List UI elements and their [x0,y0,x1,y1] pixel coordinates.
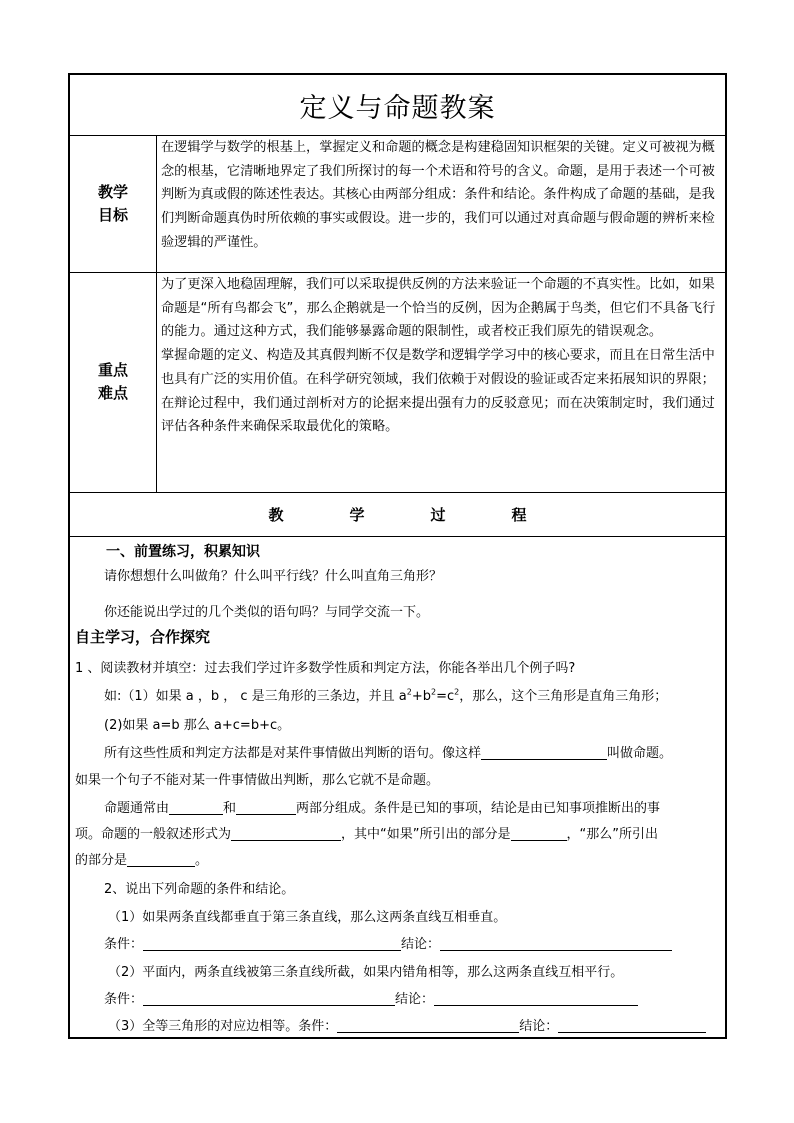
example-1-part: ，那么，这个三角形是直角三角形； [459,689,668,704]
process-title [235,504,559,525]
process-title-char: 学 [349,505,365,524]
conclusion-blank-3[interactable] [558,1018,706,1033]
key-points-content [161,273,721,439]
objectives-label-cell [70,135,157,272]
paragraph-b-text: ，其中“如果”所引出的部分是 [341,827,511,842]
condition-label: 条件： [104,937,144,952]
blank-if-part[interactable] [511,826,567,841]
example-1 [104,685,667,704]
condition-blank-2[interactable] [143,991,395,1006]
question-1: 请你想想什么叫做角？什么叫平行线？什么叫直角三角形？ [104,569,443,584]
paragraph-b-text: 。 [195,853,209,868]
blank-command-definition[interactable] [481,745,607,760]
conclusion-label: 结论： [401,937,441,952]
paragraph-b-line-3 [75,849,208,868]
paragraph-b-text: 命题通常由 [104,801,170,816]
objectives-content [161,136,721,255]
paragraph-b-text: 项。命题的一般叙述形式为 [75,827,232,842]
blank-part-2[interactable] [236,800,296,815]
conclusion-label: 结论： [519,1019,559,1034]
key-points-row [70,272,725,493]
process-title-char: 程 [511,505,527,524]
example-1-part: +b [411,689,432,704]
conclusion-blank-1[interactable] [440,936,672,951]
paragraph-a-line-2: 如果一个句子不能对某一件事情做出判断，那么它就不是命题。 [75,773,440,788]
question-2: 你还能说出学过的几个类似的语句吗？与同学交流一下。 [104,605,430,620]
example-1-part: =c [436,689,455,704]
paragraph-b-text: 的部分是 [75,853,128,868]
key-points-label-cell [70,272,157,492]
superscript: 2 [406,687,412,697]
blank-part-1[interactable] [169,800,223,815]
conclusion-label: 结论： [395,992,435,1007]
condition-blank-1[interactable] [143,936,401,951]
process-title-char: 教 [268,505,284,524]
proposition-3 [108,1015,706,1034]
blank-general-form[interactable] [231,826,341,841]
page-title: 定义与命题教案 [299,92,496,124]
paragraph-b-text: ，“那么”所引出 [566,827,658,842]
superscript: 2 [431,687,437,697]
item-2: 2、说出下列命题的条件和结论。 [104,882,295,897]
paragraph-b-line-2 [75,823,658,842]
condition-blank-3[interactable] [337,1018,519,1033]
paragraph-b-line-1 [104,797,660,816]
proposition-2: （2）平面内，两条直线被第三条直线所截，如果内错角相等，那么这两条直线互相平行。 [108,965,624,980]
paragraph-b-text: 两部分组成。条件是已知的事项，结论是由已知事项推断出的事 [296,801,661,816]
conclusion-blank-2[interactable] [434,991,638,1006]
proposition-2-answer [104,988,638,1007]
process-title-char: 过 [430,505,446,524]
proposition-3-text: （3）全等三角形的对应边相等。条件： [108,1019,338,1034]
objectives-row [70,135,725,273]
superscript: 2 [454,687,460,697]
title-row [70,75,725,136]
objectives-label: 教学目标 [97,182,128,224]
objectives-text: 在逻辑学与数学的根基上，掌握定义和命题的概念是构建稳固知识框架的关键。定义可被视为概念的根基，它清晰地界定了我们所探讨的每一个术语和符号的含义。命题，是用于表述一个可被判断为真或假的陈述性表达。其核心由两部分组成：条件和结论。条件构成了命题的基础，是我们判断命题真伪时所依赖的事实或假设。进一步的，我们可以通过对真命题与假命题的辨析来检验逻辑的严谨性。 [161,140,715,250]
section1-heading: 一、前置练习，积累知识 [106,544,260,560]
paragraph-a-line-1 [104,742,672,761]
section2-heading: 自主学习，合作探究 [75,628,211,646]
proposition-1-answer [104,933,672,952]
example-1-part: 如:（1）如果 a ，b ， c 是三角形的三条边，并且 a [104,689,407,704]
proposition-1: （1）如果两条直线都垂直于第三条直线，那么这两条直线互相垂直。 [108,910,507,925]
key-points-label: 重点难点 [97,361,128,402]
key-points-paragraph-1: 为了更深入地稳固理解，我们可以采取提供反例的方法来验证一个命题的不真实性。比如，如果命题是“所有鸟都会飞”，那么企鹅就是一个恰当的反例，因为企鹅属于鸟类，但它们不具备飞行的能力。通过这种方式，我们能够暴露命题的限制性，或者校正我们原先的错误观念。 [161,277,716,340]
paragraph-b-text: 和 [223,801,237,816]
paragraph-a-text: 叫做命题。 [607,746,673,761]
blank-then-part[interactable] [127,852,195,867]
lesson-plan-table [68,73,727,1039]
key-points-paragraph-2: 掌握命题的定义、构造及其真假判断不仅是数学和逻辑学学习中的核心要求，而且在日常生活中也具有广泛的实用价值。在科学研究领域，我们依赖于对假设的验证或否定来拓展知识的界限；在辩论过程中，我们通过剖析对方的论据来提出强有力的反驳意见；而在决策制定时，我们通过评估各种条件来确保采取最优化的策略。 [161,348,715,435]
process-title-row [70,492,725,537]
condition-label: 条件： [104,992,144,1007]
example-2: (2)如果 a=b 那么 a+c=b+c。 [104,718,291,733]
item-1: 1 、阅读教材并填空：过去我们学过许多数学性质和判定方法，你能各举出几个例子吗? [75,661,576,676]
paragraph-a-text: 所有这些性质和判定方法都是对某件事情做出判断的语句。像这样 [104,746,482,761]
